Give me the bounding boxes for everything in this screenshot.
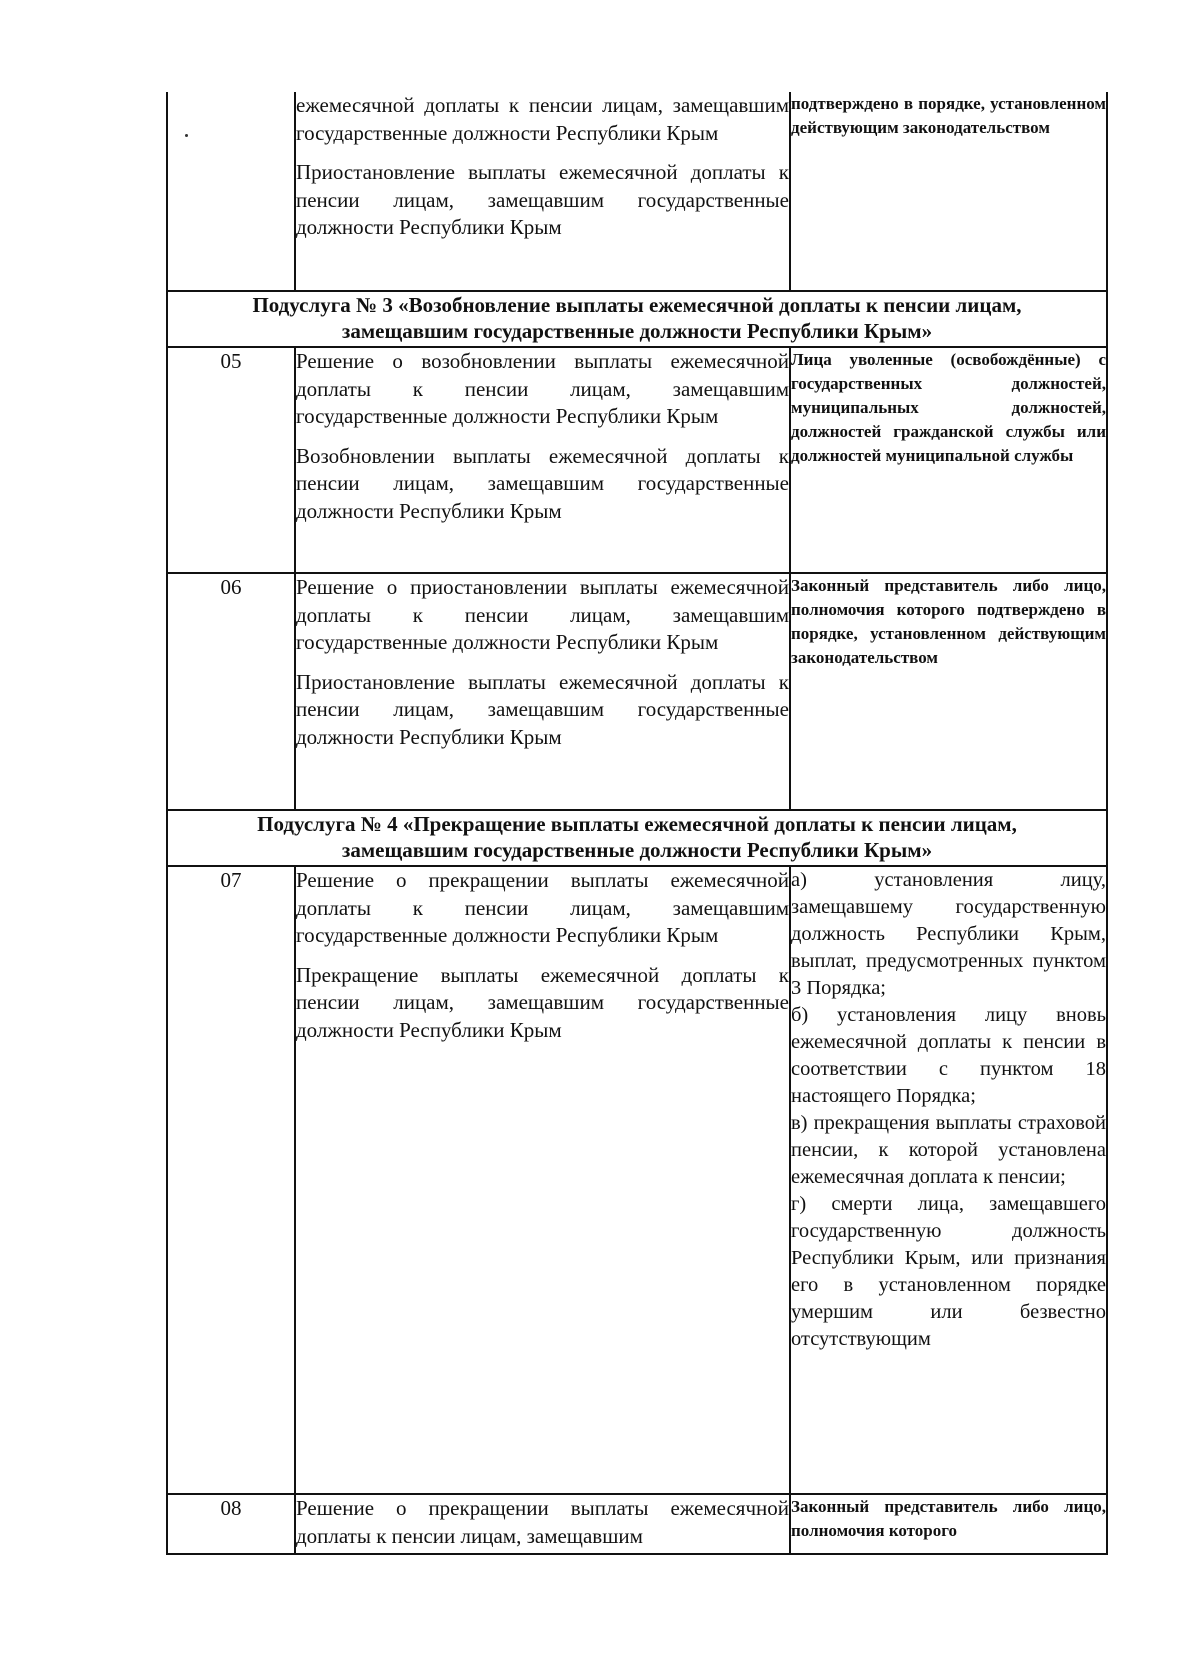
table-row-08	[167, 1494, 1107, 1554]
condition-text: подтверждено в порядке, установленном действующим законодательством	[791, 94, 1106, 137]
description-paragraph: Возобновлении выплаты ежемесячной доплаты к пенсии лицам, замещавшим государственные должности Республики Крым	[296, 443, 789, 523]
description-paragraph: Решение о возобновлении выплаты ежемесячной доплаты к пенсии лицам, замещавшим государственные должности Республики Крым	[296, 349, 789, 428]
condition-item-a: а) установления лицу, замещавшему государственную должность Республики Крым, выплат, предусмотренных пунктом 3 Порядка;	[791, 869, 1106, 999]
subservice-title-line: замещавшим государственные должности Республики Крым»	[341, 838, 933, 862]
row-description	[295, 92, 790, 291]
description-paragraph: Прекращение выплаты ежемесячной доплаты к пенсии лицам, замещавшим государственные должности Республики Крым	[296, 962, 789, 1042]
subservice-title-line: замещавшим государственные должности Республики Крым»	[341, 319, 933, 343]
description-paragraph: Приостановление выплаты ежемесячной доплаты к пенсии лицам, замещавшим государственные должности Республики Крым	[296, 160, 789, 239]
condition-text: Законный представитель либо лицо, полномочия которого	[791, 1497, 1106, 1540]
row-number: 07	[167, 866, 295, 1494]
row-description	[295, 573, 790, 810]
description-paragraph: Приостановление выплаты ежемесячной доплаты к пенсии лицам, замещавшим государственные должности Республики Крым	[296, 669, 789, 749]
row-number	[167, 92, 295, 291]
row-condition	[790, 347, 1107, 573]
row-number: 06	[167, 573, 295, 810]
description-paragraph: Решение о прекращении выплаты ежемесячной доплаты к пенсии лицам, замещавшим	[296, 1496, 789, 1548]
table-row-06	[167, 573, 1107, 810]
row-condition	[790, 1494, 1107, 1554]
row-number: 08	[167, 1494, 295, 1554]
description-paragraph: Решение о приостановлении выплаты ежемесячной доплаты к пенсии лицам, замещавшим государственные должности Республики Крым	[296, 575, 789, 654]
condition-item-d: г) смерти лица, замещавшего государственную должность Республики Крым, или признания его в установленном порядке умершим или безвестно отсутствующим	[791, 1193, 1106, 1350]
row-description	[295, 1494, 790, 1554]
services-table	[166, 92, 1108, 1555]
table-row-continued	[167, 92, 1107, 291]
subservice-title-line: Подуслуга № 4 «Прекращение выплаты ежемесячной доплаты к пенсии лицам,	[257, 812, 1017, 836]
condition-text: Законный представитель либо лицо, полномочия которого подтверждено в порядке, установленном действующим законодательством	[791, 576, 1106, 667]
description-paragraph: ежемесячной доплаты к пенсии лицам, замещавшим государственные должности Республики Крым	[296, 93, 789, 145]
table-row-07	[167, 866, 1107, 1494]
condition-item-b: б) установления лицу вновь ежемесячной доплаты к пенсии в соответствии с пунктом 18 настоящего Порядка;	[791, 1004, 1106, 1107]
subservice-title	[167, 810, 1107, 866]
table-row-05	[167, 347, 1107, 573]
row-condition	[790, 866, 1107, 1494]
subservice-header-3	[167, 291, 1107, 347]
row-number: 05	[167, 347, 295, 573]
subservice-header-4	[167, 810, 1107, 866]
row-condition	[790, 92, 1107, 291]
subservice-title	[167, 291, 1107, 347]
subservice-title-line: Подуслуга № 3 «Возобновление выплаты ежемесячной доплаты к пенсии лицам,	[252, 293, 1022, 317]
condition-item-c: в) прекращения выплаты страховой пенсии, к которой установлена ежемесячная доплата к пенсии;	[791, 1112, 1106, 1188]
row-condition	[790, 573, 1107, 810]
condition-text: Лица уволенные (освобождённые) с государственных должностей, муниципальных должностей, должностей гражданской службы или должностей муниципальной службы	[791, 350, 1106, 465]
description-paragraph: Решение о прекращении выплаты ежемесячной доплаты к пенсии лицам, замещавшим государственные должности Республики Крым	[296, 868, 789, 947]
row-description	[295, 866, 790, 1494]
row-description	[295, 347, 790, 573]
